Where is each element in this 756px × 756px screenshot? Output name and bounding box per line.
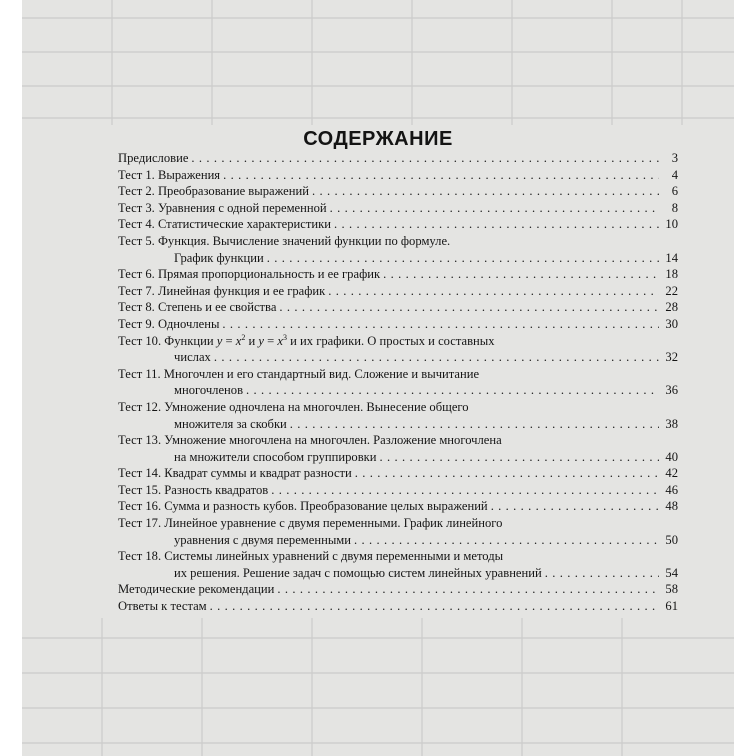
toc-entry-line [118,416,678,433]
toc-text-fragment: 2 [241,332,246,342]
dot-leader [380,449,660,466]
toc-entry [118,598,678,615]
toc-entry-text: Тест 16. Сумма и разность кубов. Преобразование целых выражений [118,499,488,514]
toc-entry [118,183,678,200]
page-number: 40 [665,449,678,464]
toc-entry-text [118,333,678,350]
toc-text-fragment: и их графики. О простых и составных [286,333,495,348]
toc-entry [118,283,678,300]
dot-leader [210,598,659,615]
toc-entry-text: Тест 12. Умножение одночлена на многочлен. Вынесение общего [118,399,469,414]
dot-leader [328,283,659,300]
dot-leader [290,416,659,433]
dot-leader [354,532,659,549]
dot-leader [223,167,659,184]
dot-leader [545,565,659,582]
toc-entry-line [118,200,678,217]
toc-entry-line [118,283,678,300]
toc-entry-text: многочленов [174,383,244,398]
page-number: 50 [665,532,678,547]
toc-text-fragment: Тест 10. Функции [118,333,217,348]
toc-entry [118,299,678,316]
toc-entry-line [118,299,678,316]
dot-leader [246,382,659,399]
toc-entry [118,200,678,217]
toc-entry [118,399,678,432]
toc-entry-text: Тест 6. Прямая пропорциональность и ее график [118,267,381,282]
toc-text-fragment: x [277,333,283,348]
toc-entry-line [118,266,678,283]
dot-leader [491,498,659,515]
toc-entry-line [118,465,678,482]
toc-entry [118,515,678,548]
page-number: 3 [671,151,678,165]
toc-entry-text: Тест 7. Линейная функция и ее график [118,283,326,298]
toc-entry-text: числах [174,350,211,365]
dot-leader [214,349,659,366]
page-number: 36 [665,383,678,398]
toc-entry-text: Тест 5. Функция. Вычисление значений функции по формуле. [118,233,451,248]
page-number: 8 [671,200,678,215]
dot-leader [277,581,659,598]
toc-entry-text: Тест 13. Умножение многочлена на многочлен. Разложение многочлена [118,433,502,448]
page-number: 42 [665,466,678,481]
dot-leader [330,200,659,217]
toc-entry-text: множителя за скобки [174,416,287,431]
toc-entry-line [118,349,678,366]
toc-entry-text: Тест 11. Многочлен и его стандартный вид. Сложение и вычитание [118,366,480,381]
page-number: 46 [665,482,678,497]
page-number: 48 [665,499,678,514]
toc-entry-text: Методические рекомендации [118,582,275,597]
toc-entry-text: их решения. Решение задач с помощью систем линейных уравнений [174,565,542,580]
toc-entry [118,432,678,465]
page-number: 58 [665,582,678,597]
toc-text-fragment: и [245,333,259,348]
toc-entry-line [118,565,678,582]
dot-leader [191,150,659,167]
toc-entry [118,266,678,283]
toc-text-fragment: = [263,333,278,348]
toc-entry-text: Тест 14. Квадрат суммы и квадрат разности [118,466,352,481]
toc-entry-line [118,449,678,466]
toc-entry [118,150,678,167]
toc-entry-text: Тест 2. Преобразование выражений [118,184,309,199]
toc-entry-text: Тест 9. Одночлены [118,316,220,331]
page-number: 61 [665,599,678,614]
page-number: 4 [671,167,678,182]
toc-entry-line [118,532,678,549]
toc-entry-text: Тест 17. Линейное уравнение с двумя переменными. График линейного [118,516,503,531]
toc-entry-line [118,316,678,333]
toc-entry-text: Тест 3. Уравнения с одной переменной [118,200,327,215]
page-number: 6 [671,184,678,199]
toc-entry [118,216,678,233]
toc-entry [118,482,678,499]
toc-entry [118,366,678,399]
toc-entry-line [118,167,678,184]
bleed-through-table-bottom [22,618,734,756]
toc-text-fragment: 3 [282,332,287,342]
page-number: 32 [665,350,678,365]
dot-leader [222,316,659,333]
page-number: 22 [665,283,678,298]
toc-entry-text: Тест 15. Разность квадратов [118,482,269,497]
toc-entry [118,333,678,366]
toc-text-fragment: x [235,333,242,348]
toc-entry-text: на множители способом группировки [174,449,377,464]
page-number: 38 [665,416,678,431]
page-number: 18 [665,267,678,282]
bleed-through-table-top [22,0,734,125]
page-number: 54 [665,565,678,580]
toc-entry-text: Тест 18. Системы линейных уравнений с двумя переменными и методы [118,549,504,564]
toc-entry [118,548,678,581]
dot-leader [334,216,659,233]
toc-entry-line [118,216,678,233]
table-of-contents [118,150,678,615]
dot-leader [279,299,659,316]
toc-entry [118,465,678,482]
toc-entry-text: Тест 1. Выражения [118,167,221,182]
toc-entry-line [118,598,678,615]
page-number: 30 [665,316,678,331]
toc-entry-line [118,382,678,399]
toc-entry [118,581,678,598]
dot-leader [271,482,659,499]
page-title: СОДЕРЖАНИЕ [303,128,453,150]
dot-leader [267,250,659,267]
toc-entry-text: Ответы к тестам [118,599,207,614]
dot-leader [383,266,659,283]
toc-entry-text: Тест 8. Степень и ее свойства [118,300,277,315]
toc-entry-text: Тест 4. Статистические характеристики [118,217,331,232]
page-number: 10 [665,217,678,232]
toc-entry-line [118,482,678,499]
toc-entry-line [118,150,678,167]
toc-entry [118,316,678,333]
toc-text-fragment: y [216,333,223,348]
page-number: 28 [665,300,678,315]
toc-entry-text: уравнения с двумя переменными [174,532,352,547]
toc-entry-text: Предисловие [118,151,189,165]
toc-text-fragment: = [222,333,236,348]
toc-entry [118,167,678,184]
toc-entry [118,498,678,515]
toc-entry-line [118,498,678,515]
dot-leader [355,465,659,482]
toc-entry-line [118,250,678,267]
toc-entry-line [118,183,678,200]
toc-entry-line [118,581,678,598]
toc-entry-text: График функции [174,250,264,265]
page-number: 14 [665,250,678,265]
book-page [22,0,734,756]
toc-text-fragment: y [258,333,264,348]
toc-entry [118,233,678,266]
dot-leader [312,183,659,200]
